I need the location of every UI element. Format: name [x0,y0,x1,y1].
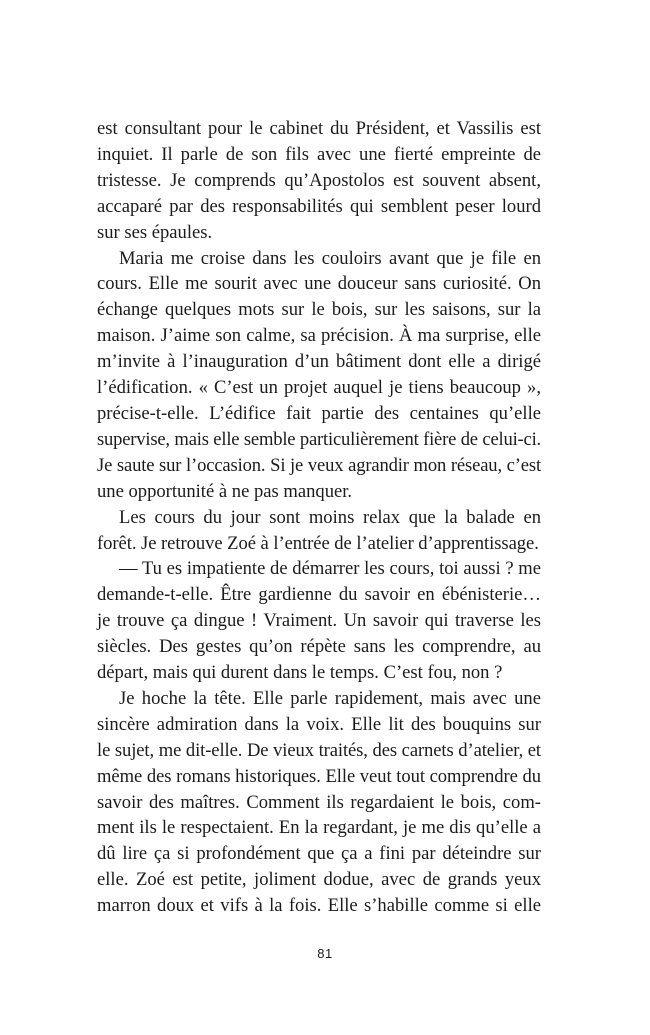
text-line: accaparé par des responsabilités qui semblent peser lourd [97,195,541,217]
text-line: Je saute sur l’occasion. Si je veux agrandir mon réseau, c’est [97,454,541,476]
text-line: dû lire ça si profondément que ça a fini par déteindre sur [97,843,541,865]
page-number: 81 [317,946,333,961]
text-line: inquiet. Il parle de son fils avec une fierté empreinte de [97,143,541,165]
text-line: forêt. Je retrouve Zoé à l’entrée de l’atelier d’apprentissage. [97,532,539,554]
text-line: est consultant pour le cabinet du Président, et Vassilis est [97,118,541,139]
text-line: départ, mais qui durent dans le temps. C’est fou, non ? [97,662,503,684]
text-line: même des romans historiques. Elle veut tout comprendre du [97,765,541,787]
paragraph-1 [97,116,541,246]
paragraph-4-dialogue [97,556,541,686]
text-line: maison. J’aime son calme, sa précision. À ma surprise, elle [97,325,541,347]
text-line: ment ils le respectaient. En la regardant, je me dis qu’elle a [97,817,541,839]
text-line: savoir des maîtres. Comment ils regardaient le bois, com- [97,791,541,813]
text-line: tristesse. Je comprends qu’Apostolos est souvent absent, [97,169,541,191]
paragraph-3 [97,505,541,557]
text-line: siècles. Des gestes qu’on répète sans les comprendre, au [97,636,541,658]
text-line: échange quelques mots sur le bois, sur les saisons, sur la [97,299,541,321]
text-line: supervise, mais elle semble particulièrement fière de celui-ci. [97,428,541,450]
text-line: cours. Elle me sourit avec une douceur sans curiosité. On [97,273,541,295]
text-line: demande-t-elle. Être gardienne du savoir en ébénisterie… [97,584,541,606]
body-text [97,116,541,919]
text-line: — Tu es impatiente de démarrer les cours, toi aussi ? me [119,558,541,580]
text-line: sincère admiration dans la voix. Elle lit des bouquins sur [97,713,541,735]
text-line: Maria me croise dans les couloirs avant que je file en [119,247,541,269]
text-line: Je hoche la tête. Elle parle rapidement, mais avec une [119,687,541,709]
text-line: l’édification. « C’est un projet auquel je tiens beaucoup », [97,377,541,399]
text-line: m’invite à l’inauguration d’un bâtiment dont elle a dirigé [97,351,541,373]
text-line: précise-t-elle. L’édifice fait partie des centaines qu’elle [97,402,541,424]
text-line: marron doux et vifs à la fois. Elle s’habille comme si elle [97,895,541,917]
text-line: une opportunité à ne pas manquer. [97,480,353,502]
text-line: le sujet, me dit-elle. De vieux traités, des carnets d’atelier, et [97,739,541,761]
paragraph-2 [97,246,541,505]
paragraph-5 [97,686,541,919]
text-line: Les cours du jour sont moins relax que la balade en [119,506,541,528]
text-line: elle. Zoé est petite, joliment dodue, avec de grands yeux [97,869,541,891]
text-line: sur ses épaules. [97,221,213,243]
text-line: je trouve ça dingue ! Vraiment. Un savoir qui traverse les [97,610,541,632]
